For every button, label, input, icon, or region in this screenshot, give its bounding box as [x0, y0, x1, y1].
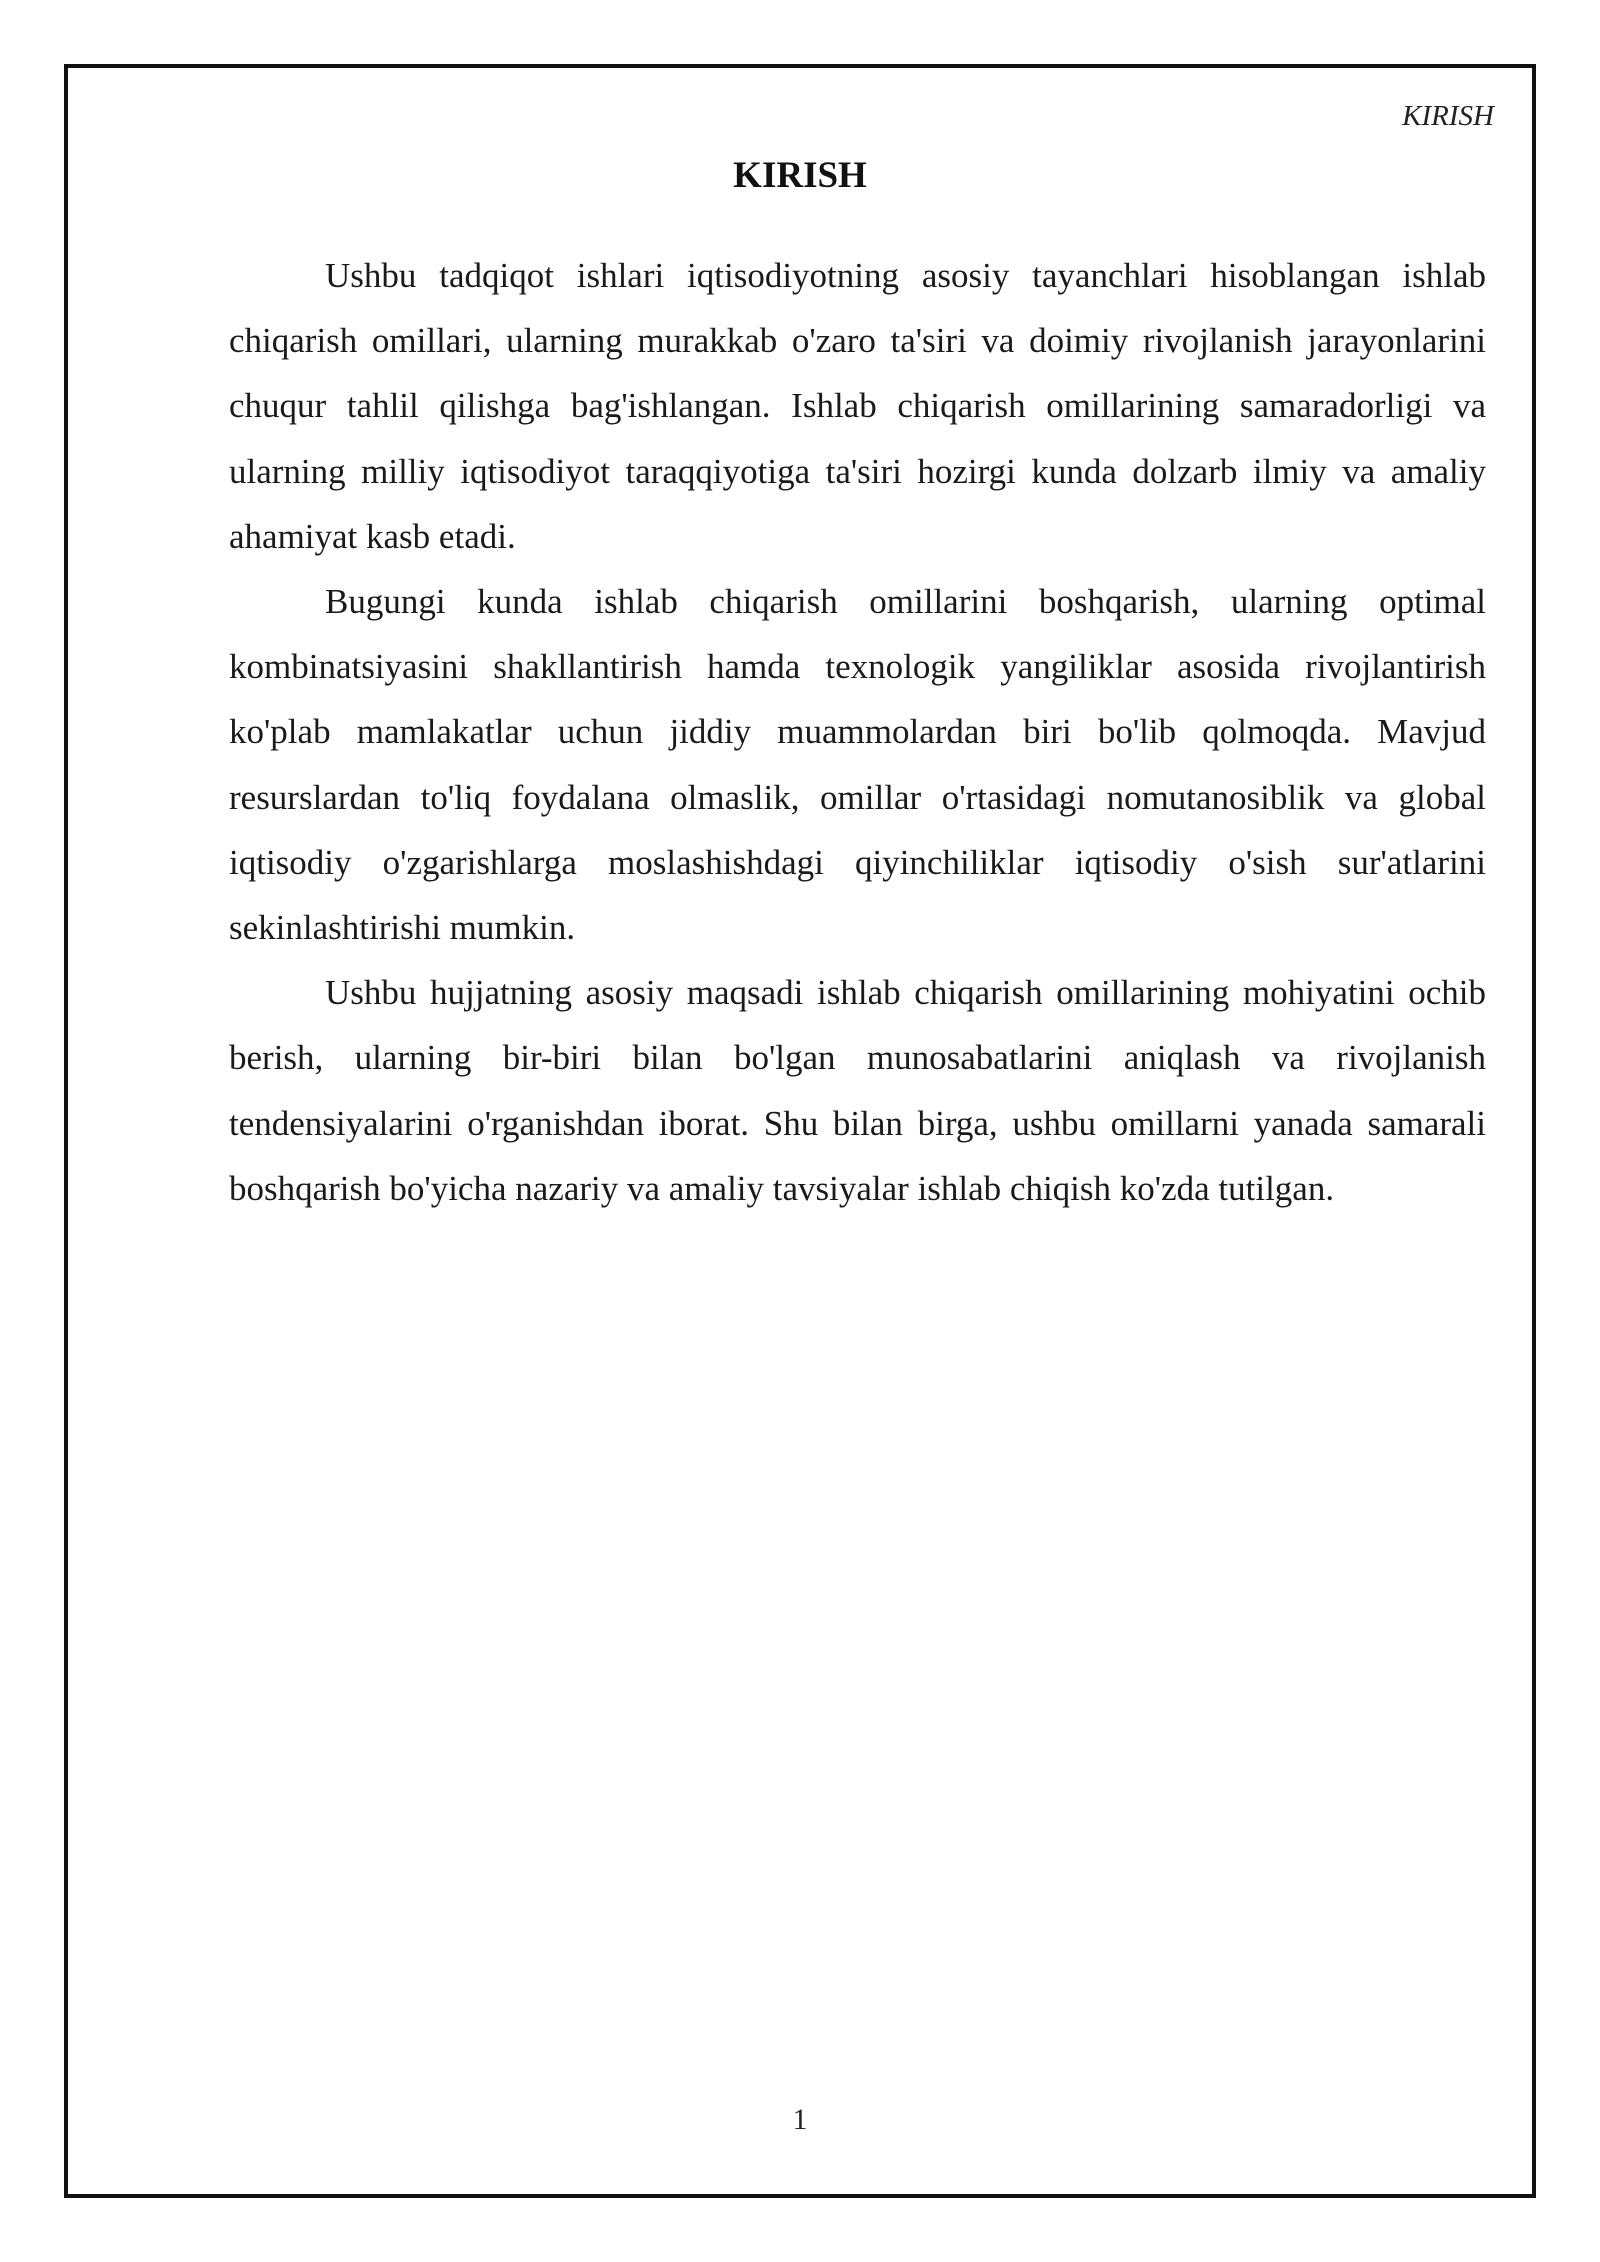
page-title: KIRISH — [733, 155, 867, 196]
running-header: KIRISH — [1402, 100, 1494, 132]
page-number: 1 — [792, 2103, 808, 2136]
paragraph-3: Ushbu hujjatning asosiy maqsadi ishlab chiqarish omillarining mohiyatini ochib berish, ularning bir-biri bilan bo'lgan munosabatlarini aniqlash va rivojlanish tendensiyalarini o'rganishdan iborat. Shu bilan birga, ushbu omillarni yanada samarali boshqarish bo'yicha nazariy va amaliy tavsiyalar ishlab chiqish ko'zda tutilgan. — [229, 973, 1486, 1208]
paragraph-2: Bugungi kunda ishlab chiqarish omillarini boshqarish, ularning optimal kombinatsiyasini shakllantirish hamda texnologik yangiliklar asosida rivojlantirish ko'plab mamlakatlar uchun jiddiy muammolardan biri bo'lib qolmoqda. Mavjud resurslardan to'liq foydalana olmaslik, omillar o'rtasidagi nomutanosiblik va global iqtisodiy o'zgarishlarga moslashishdagi qiyinchiliklar iqtisodiy o'sish sur'atlarini sekinlashtirishi mumkin. — [229, 582, 1486, 948]
document-body — [229, 243, 1486, 1221]
paragraph-1: Ushbu tadqiqot ishlari iqtisodiyotning asosiy tayanchlari hisoblangan ishlab chiqarish omillari, ularning murakkab o'zaro ta'siri va doimiy rivojlanish jarayonlarini chuqur tahlil qilishga bag'ishlangan. Ishlab chiqarish omillarining samaradorligi va ularning milliy iqtisodiyot taraqqiyotiga ta'siri hozirgi kunda dolzarb ilmiy va amaliy ahamiyat kasb etadi. — [229, 256, 1486, 556]
